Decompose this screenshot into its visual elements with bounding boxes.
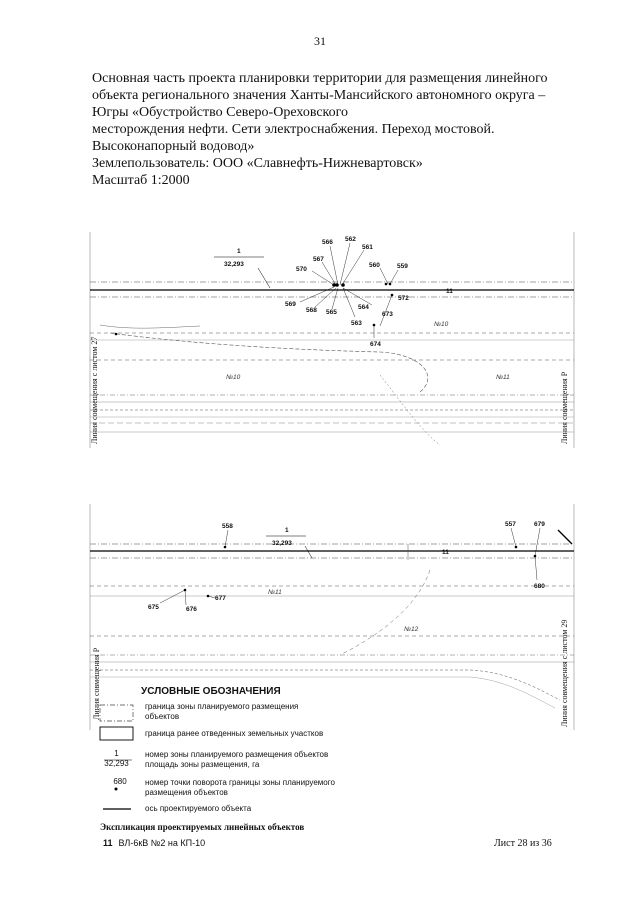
point-label: 562 xyxy=(345,236,356,243)
point-label: 566 xyxy=(322,239,333,246)
turning-points xyxy=(160,528,540,605)
point-label: 559 xyxy=(397,263,408,270)
point-label: 565 xyxy=(326,309,337,316)
point-label: 557 xyxy=(505,521,516,528)
legend-symbol-area: 32,293 xyxy=(104,759,129,768)
legend-item-zone-boundary xyxy=(145,702,298,722)
sheet-number: Лист 28 из 36 xyxy=(494,838,552,849)
legend-text: граница ранее отведенных земельных участков xyxy=(145,729,324,738)
legend-title: УСЛОВНЫЕ ОБОЗНАЧЕНИЯ xyxy=(141,686,281,697)
point-label: 567 xyxy=(313,256,324,263)
point-label: 569 xyxy=(285,301,296,308)
point-label: 677 xyxy=(215,595,226,602)
point-label: 676 xyxy=(186,606,197,613)
point-label: 572 xyxy=(398,295,409,302)
point-label: 560 xyxy=(369,262,380,269)
legend-text: ось проектируемого объекта xyxy=(145,804,252,813)
zone-area: 32,293 xyxy=(272,540,292,547)
point-label: 558 xyxy=(222,523,233,530)
parcel-label: №10 xyxy=(434,321,449,328)
legend-text: размещения объектов xyxy=(145,788,228,797)
legend-item-zone-number xyxy=(145,750,328,770)
legend-zone-number-symbol xyxy=(100,749,133,768)
legend-text: номер точки поворота границы зоны планируемого xyxy=(145,778,335,787)
point-label: 679 xyxy=(534,521,545,528)
point-labels xyxy=(148,521,545,613)
legend-text: площадь зоны размещения, га xyxy=(145,760,260,769)
point-label: 561 xyxy=(362,244,373,251)
right-margin-label: Линия совмещения Р xyxy=(560,371,569,444)
point-label: 570 xyxy=(296,266,307,273)
parcel-label: №12 xyxy=(404,626,419,633)
explication-row-text: ВЛ-6кВ №2 на КП-10 xyxy=(118,838,206,848)
legend-symbol-number: 1 xyxy=(114,749,119,758)
title-line: объекта регионального значения Ханты-Мансийского автономного округа – xyxy=(92,88,546,103)
legend-point-symbol: 680 xyxy=(113,777,127,786)
title-line: месторождения нефти. Сети электроснабжения. Переход мостовой. xyxy=(92,122,495,137)
point-label: 563 xyxy=(351,320,362,327)
legend-item-parcel-boundary xyxy=(145,729,323,739)
zone-number: 1 xyxy=(285,527,289,534)
page-number: 31 xyxy=(314,34,326,48)
point-label: 568 xyxy=(306,307,317,314)
point-label: 680 xyxy=(534,583,545,590)
explication-row xyxy=(103,838,205,848)
zone-boundary-symbol xyxy=(100,705,133,721)
legend-text: граница зоны планируемого размещения xyxy=(145,702,299,711)
point-label: 673 xyxy=(382,311,393,318)
land-user: Землепользователь: ООО «Славнефть-Нижневартовск» xyxy=(92,156,423,171)
map-top xyxy=(90,232,574,448)
legend-text: объектов xyxy=(145,712,180,721)
legend-text: номер зоны планируемого размещения объектов xyxy=(145,750,329,759)
zone-area: 32,293 xyxy=(224,261,244,268)
right-margin-label: Линия совмещения с листом 29 xyxy=(560,619,569,727)
point-label: 675 xyxy=(148,604,159,611)
point-label: 564 xyxy=(358,304,369,311)
scale: Масштаб 1:2000 xyxy=(92,173,190,188)
parcel-label: №10 xyxy=(226,374,241,381)
left-margin-label: Линия совмещения с листом 27 xyxy=(90,336,99,444)
axis-number-label: 11 xyxy=(446,288,453,295)
parcel-label: №11 xyxy=(268,589,282,596)
point-label: 674 xyxy=(370,341,381,348)
axis-number-label: 11 xyxy=(442,549,449,556)
legend-item-turning-point xyxy=(145,778,335,798)
legend-item-axis xyxy=(145,804,251,814)
point-labels xyxy=(285,236,409,348)
explication-title: Экспликация проектируемых линейных объектов xyxy=(100,822,305,832)
title-line: Высоконапорный водовод» xyxy=(92,139,255,154)
turning-point-symbol xyxy=(115,788,118,791)
explication-row-number: 11 xyxy=(103,838,113,848)
title-line: Основная часть проекта планировки территории для размещения линейного xyxy=(92,71,548,86)
parcel-label: №11 xyxy=(496,374,510,381)
title-line: Югры «Обустройство Северо-Ореховского xyxy=(92,105,349,120)
zone-number: 1 xyxy=(237,248,241,255)
parcel-boundary-symbol xyxy=(100,727,133,740)
left-margin-label: Линия совмещения Р xyxy=(92,647,101,720)
